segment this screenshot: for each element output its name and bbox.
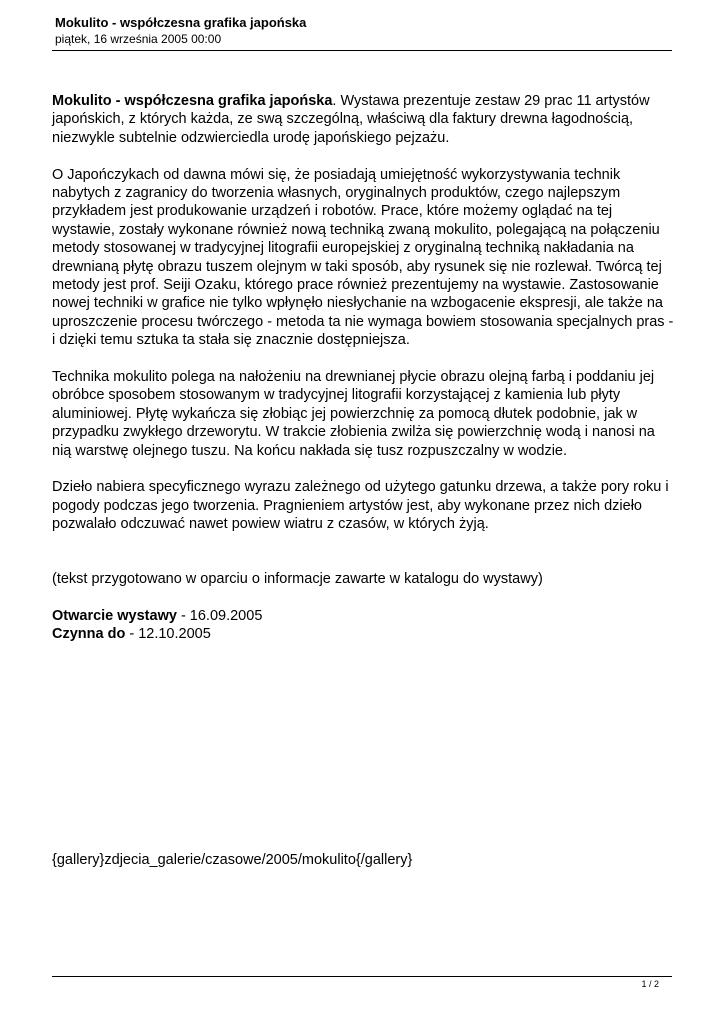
intro-bold-title: Mokulito - współczesna grafika japońska [52, 93, 333, 109]
closing-date: - 12.10.2005 [125, 625, 211, 642]
paragraph-2: O Japończykach od dawna mówi się, że posiadają umiejętność wykorzystywania technik nabytych z zagranicy do tworzenia własnych, oryginalnych produktów, czego najlepszym przykładem jest produkowanie urządzeń i robotów. Prace, które możemy oglądać na tej wystawie, zostały wykonane również nową techniką zwaną mokulito, polegającą na połączeniu metody stosowanej w tradycyjnej litografii europejskiej z oryginalną techniką nakładania na drewnianą płytę obrazu tuszem olejnym w taki sposób, aby rysunek się nie rozlewał. Twórcą tej metody jest prof. Seiji Ozaku, którego prace również prezentujemy na wystawie. Zastosowanie nowej techniki w grafice nie tylko wpłynęło niesłychanie na wzbogacenie ekspresji, ale także na uproszczenie procesu twórczego - metoda ta nie wymaga bowiem stosowania specjalnych pras - i dzięki temu sztuka ta stała się znacznie dostępniejsza. [52, 166, 674, 349]
paragraph-3: Technika mokulito polega na nałożeniu na drewnianej płycie obrazu olejną farbą i poddaniu jej obróbce sposobem stosowanym w tradycyjnej litografii korzystającej z kamienia lub płyty aluminiowej. Płytę wykańcza się złobiąc jej powierzchnię za pomocą dłutek podobnie, jak w przypadku zwykłego drzeworytu. W trakcie złobienia zwilża się powierzchnię wodą i nanosi na nią warstwę olejnego tuszu. Na końcu nakłada się tusz rozpuszczalny w wodzie. [52, 369, 655, 459]
paragraph-4: Dzieło nabiera specyficznego wyrazu zależnego od użytego gatunku drzewa, a także pory roku i pogody podczas jego tworzenia. Pragnieniem artystów jest, aby wykonane przez nich dzieło pozwalało odczuwać nawet powiew wiatru z czasów, w których żyją. [52, 479, 669, 533]
intro-paragraph [52, 92, 677, 147]
intro-text: . Wystawa prezentuje zestaw 29 prac 11 artystów japońskich, z których każda, ze swą szczególną, właściwą dla faktury drewna łagodnością, niezwykle subtelnie odzwierciedla urodę japońskiego pejzażu. [52, 93, 650, 146]
header-title: Mokulito - współczesna grafika japońska [55, 15, 307, 30]
closing-label: Czynna do [52, 625, 126, 642]
page-header [55, 15, 672, 47]
page-number: 1 / 2 [641, 979, 659, 989]
header-divider [52, 50, 672, 51]
article-body [52, 92, 677, 888]
footer-divider [52, 976, 672, 977]
opening-label: Otwarcie wystawy [52, 607, 177, 624]
opening-date: - 16.09.2005 [176, 607, 263, 624]
header-date: piątek, 16 września 2005 00:00 [55, 32, 222, 46]
gallery-tag: {gallery}zdjecia_galerie/czasowe/2005/mokulito{/gallery} [52, 852, 413, 869]
source-note: (tekst przygotowano w oparciu o informacje zawarte w katalogu do wystawy) [52, 570, 543, 587]
exhibition-dates [52, 607, 677, 644]
